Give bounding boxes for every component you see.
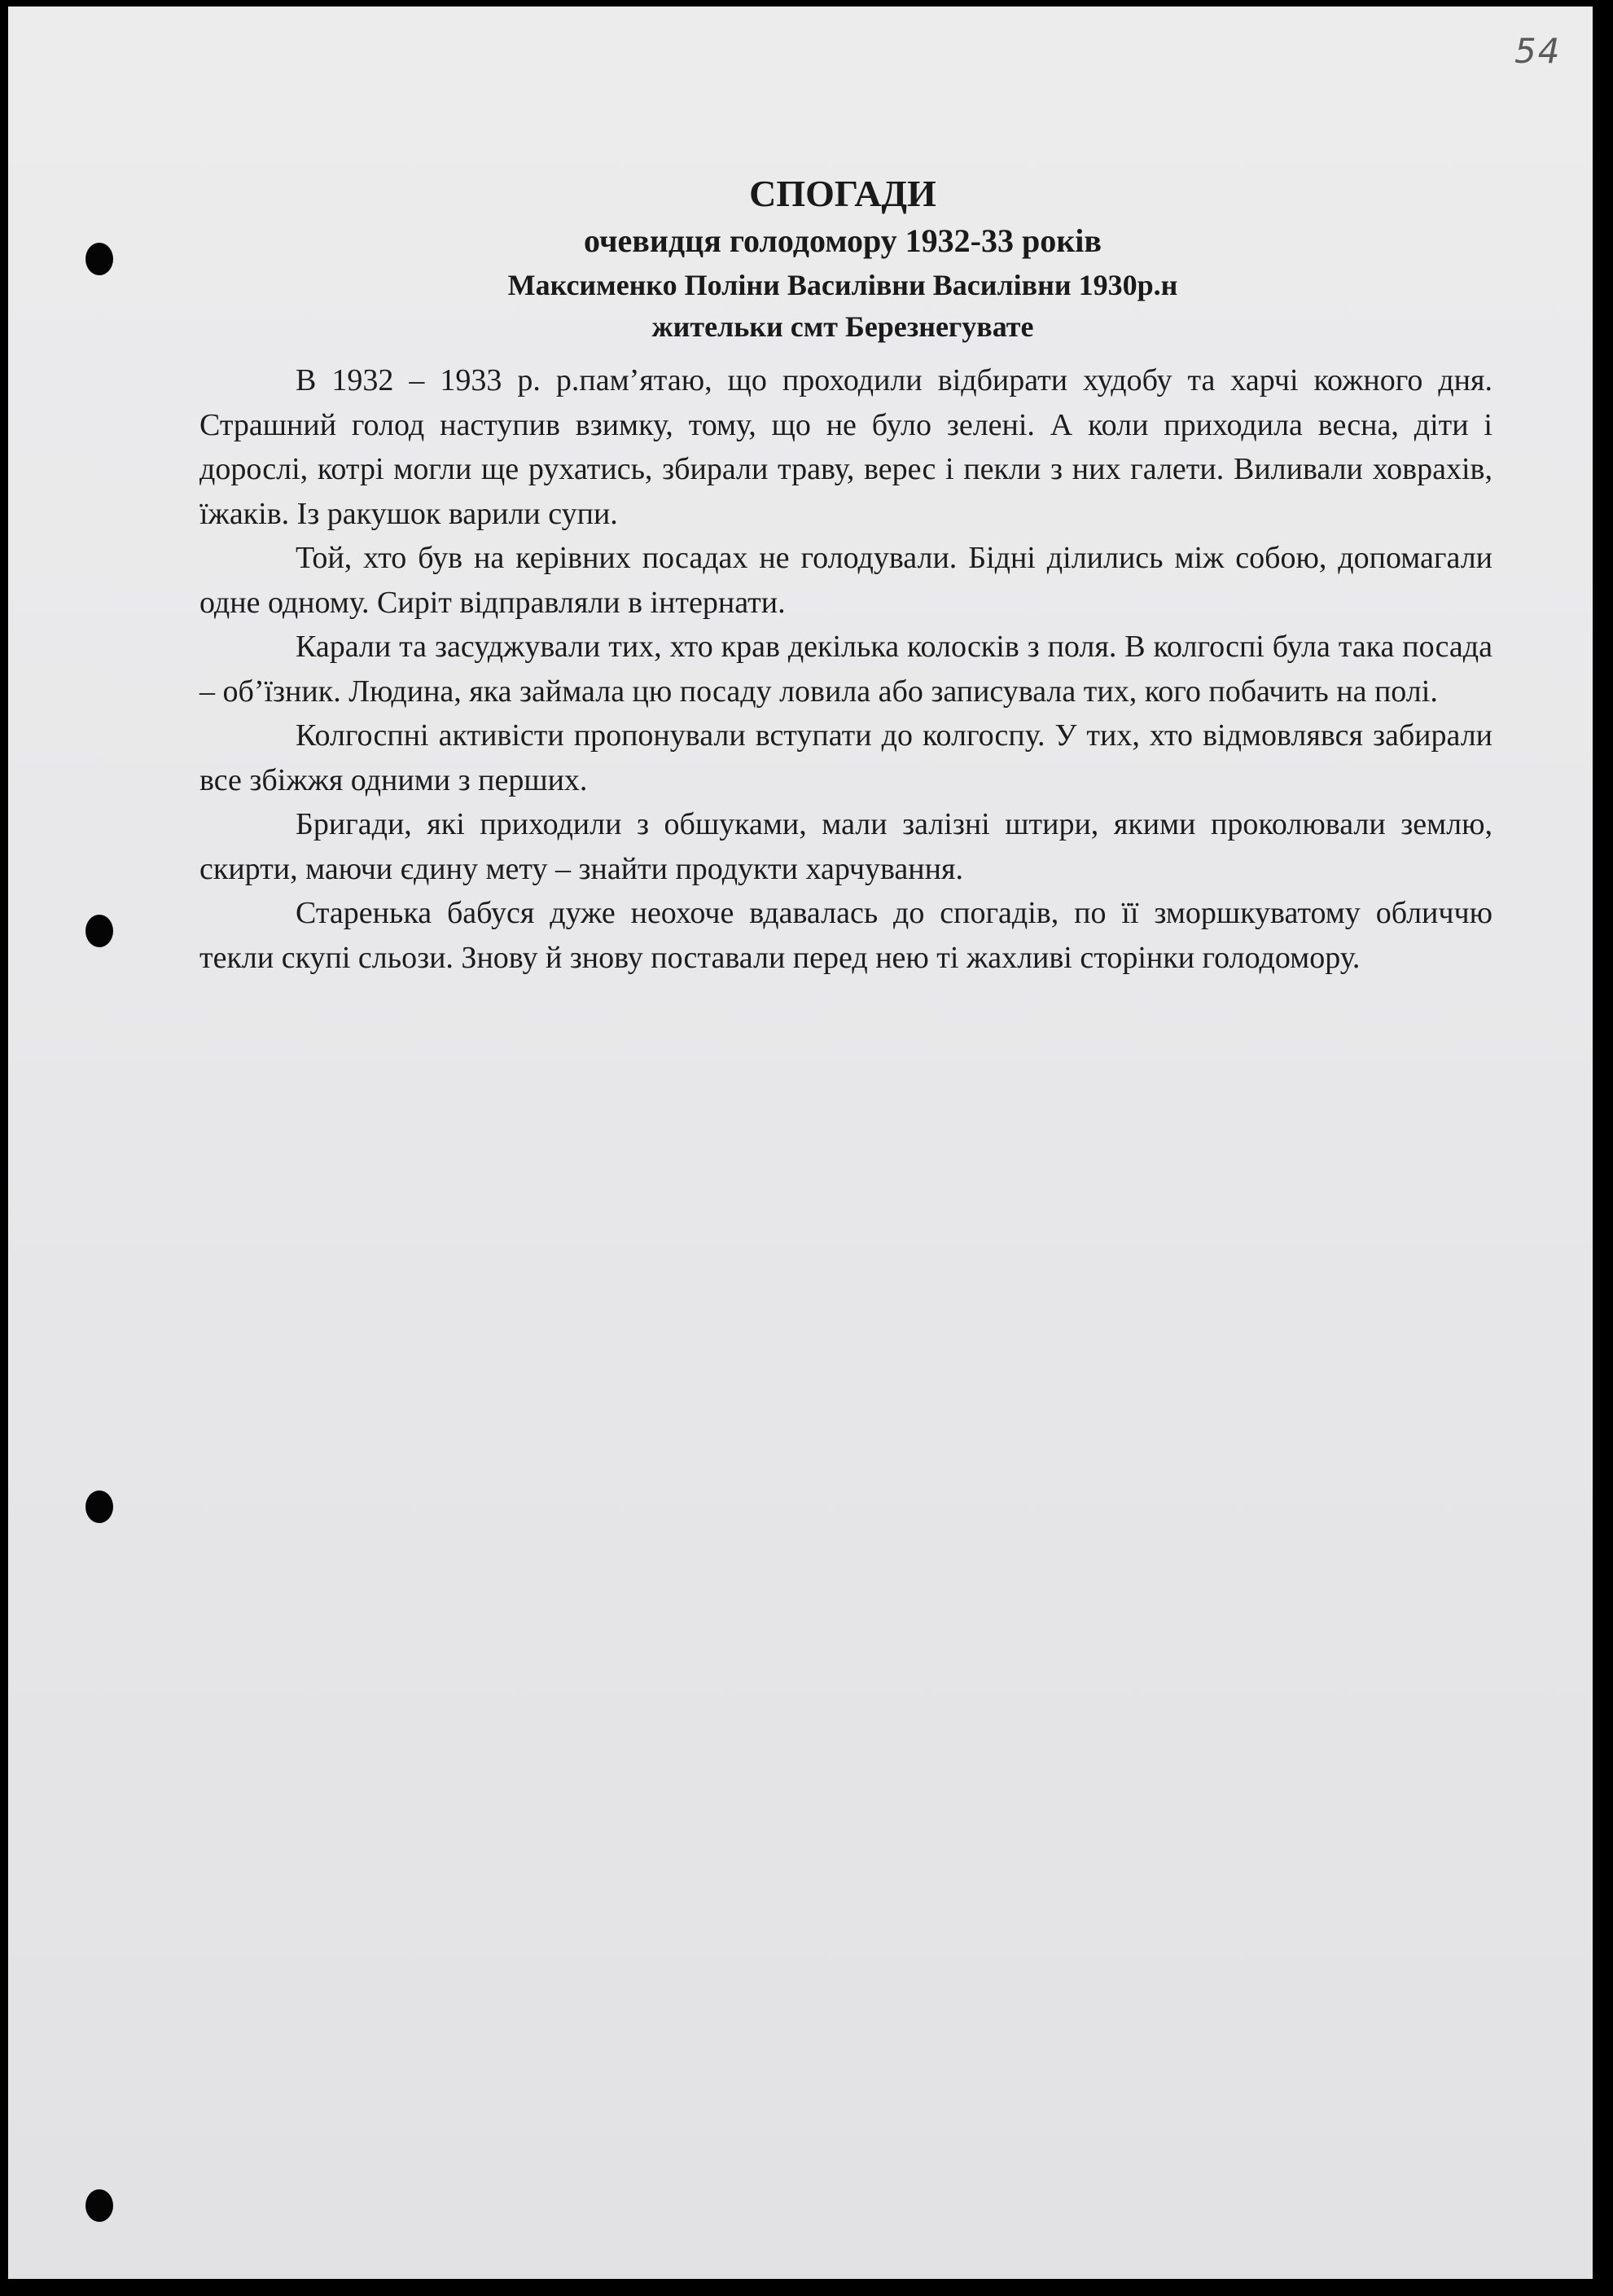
paragraph: В 1932 – 1933 р. р.пам’ятаю, що проходили відбирати худобу та харчі кожного дня. Страшний голод наступив взимку, тому, що не було зелені. А коли приходила весна, діти і дорослі, котрі могли ще рухатись, збирали траву, верес і пекли з них галети. Виливали ховрахів, їжаків. Із ракушок варили супи.	[199, 363, 1492, 531]
document-page	[8, 7, 1593, 2279]
paragraph: Бригади, які приходили з обшуками, мали залізні штири, якими проколювали землю, скирти, маючи єдину мету – знайти продукти харчування.	[199, 807, 1492, 886]
paragraph: Старенька бабуся дуже неохоче вдавалась до спогадів, по її зморшкуватому обличчю текли скупі сльози. Знову й знову поставали перед нею ті жахливі сторінки голодомору.	[199, 896, 1492, 975]
handwritten-page-number: 54	[1514, 31, 1562, 71]
person-residence: жительки смт Березнегувате	[651, 310, 1034, 343]
paragraph: Той, хто був на керівних посадах не голодували. Бідні ділились між собою, допомагали одне одному. Сиріт відправляли в інтернати.	[199, 541, 1492, 620]
document-subtitle: очевидця голодомору 1932-33 років	[583, 222, 1102, 259]
person-name: Максименко Поліни Василівни Василівни 1930р.н	[507, 269, 1178, 301]
punch-hole-icon	[85, 2189, 113, 2222]
punch-hole-icon	[85, 915, 113, 947]
paragraph: Колгоспні активісти пропонували вступати до колгоспу. У тих, хто відмовлявся забирали все збіжжя одними з перших.	[199, 718, 1492, 797]
document-title: СПОГАДИ	[749, 173, 936, 214]
document-header	[171, 169, 1514, 347]
document-body	[199, 358, 1492, 980]
paragraph: Карали та засуджували тих, хто крав декілька колосків з поля. В колгоспі була така посада – об’їзник. Людина, яка займала цю посаду ловила або записувала тих, кого побачить на полі.	[199, 630, 1492, 709]
punch-hole-icon	[85, 243, 113, 275]
punch-hole-icon	[85, 1490, 113, 1523]
